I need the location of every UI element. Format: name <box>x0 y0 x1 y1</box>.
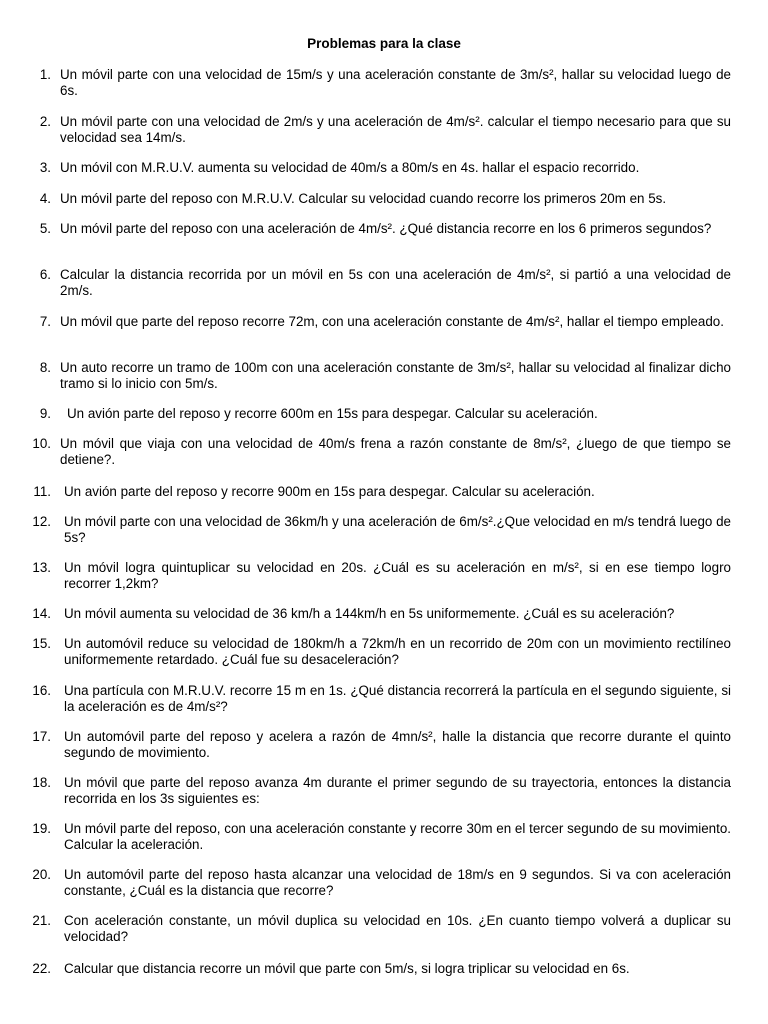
problem-number: 7. <box>39 314 51 329</box>
problem-text: Un automóvil parte del reposo hasta alcanzar una velocidad de 18m/s en 9 segundos. Si va con aceleración constante, ¿Cuál es la distancia que recorre? <box>64 867 731 898</box>
problem-number: 18. <box>32 775 51 790</box>
problem-text: Un avión parte del reposo y recorre 600m en 15s para despegar. Calcular su aceleración. <box>67 406 598 421</box>
problem-text: Un automóvil parte del reposo y acelera a razón de 4mn/s², halle la distancia que recorre durante el quinto segundo de movimiento. <box>64 729 731 760</box>
problem-text: Un móvil parte del reposo, con una aceleración constante y recorre 30m en el tercer segundo de su movimiento. Calcular la aceleración. <box>64 821 731 852</box>
problem-text: Calcular la distancia recorrida por un móvil en 5s con una aceleración de 4m/s², si partió a una velocidad de 2m/s. <box>60 267 731 298</box>
problem-text: Un auto recorre un tramo de 100m con una aceleración constante de 3m/s², hallar su velocidad al finalizar dicho tramo si lo inicio con 5m/s. <box>60 360 731 391</box>
problem-text: Un móvil que viaja con una velocidad de 40m/s frena a razón constante de 8m/s², ¿luego de que tiempo se detiene?. <box>60 436 731 467</box>
problem-number: 11. <box>33 484 51 499</box>
problem-text: Un móvil parte con una velocidad de 15m/s y una aceleración constante de 3m/s², hallar su velocidad luego de 6s. <box>60 67 731 98</box>
problem-number: 4. <box>39 191 51 206</box>
problem-number: 6. <box>39 267 51 282</box>
problem-number: 13. <box>32 560 51 575</box>
problem-number: 1. <box>39 67 51 82</box>
problem-text: Un móvil logra quintuplicar su velocidad en 20s. ¿Cuál es su aceleración en m/s², si en ese tiempo logro recorrer 1,2km? <box>64 560 731 591</box>
page-title: Problemas para la clase <box>307 36 461 51</box>
problem-number: 20. <box>32 867 51 882</box>
problem-number: 9. <box>39 406 51 421</box>
problem-number: 10. <box>32 436 51 451</box>
problem-text: Un móvil parte del reposo con M.R.U.V. Calcular su velocidad cuando recorre los primeros 20m en 5s. <box>60 191 667 206</box>
problem-number: 8. <box>39 360 51 375</box>
problem-number: 2. <box>39 114 51 129</box>
problem-text: Con aceleración constante, un móvil duplica su velocidad en 10s. ¿En cuanto tiempo volverá a duplicar su velocidad? <box>64 913 731 944</box>
problem-number: 12. <box>32 514 51 529</box>
problem-text: Un móvil parte con una velocidad de 2m/s y una aceleración de 4m/s². calcular el tiempo necesario para que su velocidad sea 14m/s. <box>60 114 731 145</box>
problem-number: 17. <box>32 729 51 744</box>
problem-text: Un avión parte del reposo y recorre 900m en 15s para despegar. Calcular su aceleración. <box>64 484 595 499</box>
problem-number: 21. <box>32 913 51 928</box>
problem-number: 15. <box>32 636 51 651</box>
problem-text: Un automóvil reduce su velocidad de 180km/h a 72km/h en un recorrido de 20m con un movimiento rectilíneo uniformemente retardado. ¿Cuál fue su desaceleración? <box>64 636 731 667</box>
problem-number: 14. <box>32 606 51 621</box>
problem-number: 16. <box>32 683 51 698</box>
problem-text: Un móvil aumenta su velocidad de 36 km/h a 144km/h en 5s uniformemente. ¿Cuál es su aceleración? <box>64 606 675 621</box>
problem-text: Un móvil con M.R.U.V. aumenta su velocidad de 40m/s a 80m/s en 4s. hallar el espacio recorrido. <box>60 160 640 175</box>
problem-text: Calcular que distancia recorre un móvil que parte con 5m/s, si logra triplicar su velocidad en 6s. <box>64 961 630 976</box>
problem-text: Una partícula con M.R.U.V. recorre 15 m en 1s. ¿Qué distancia recorrerá la partícula en el segundo siguiente, si la aceleración es de 4m/s²? <box>64 683 731 714</box>
problem-text: Un móvil parte con una velocidad de 36km/h y una aceleración de 6m/s².¿Que velocidad en m/s tendrá luego de 5s? <box>64 514 731 545</box>
problem-number: 19. <box>32 821 51 836</box>
problem-text: Un móvil que parte del reposo avanza 4m durante el primer segundo de su trayectoria, entonces la distancia recorrida en los 3s siguientes es: <box>64 775 731 806</box>
problem-number: 22. <box>32 961 51 976</box>
problem-text: Un móvil parte del reposo con una aceleración de 4m/s². ¿Qué distancia recorre en los 6 primeros segundos? <box>60 221 712 236</box>
problem-number: 5. <box>39 221 51 236</box>
problem-text: Un móvil que parte del reposo recorre 72m, con una aceleración constante de 4m/s², hallar el tiempo empleado. <box>60 314 724 329</box>
problem-number: 3. <box>39 160 51 175</box>
